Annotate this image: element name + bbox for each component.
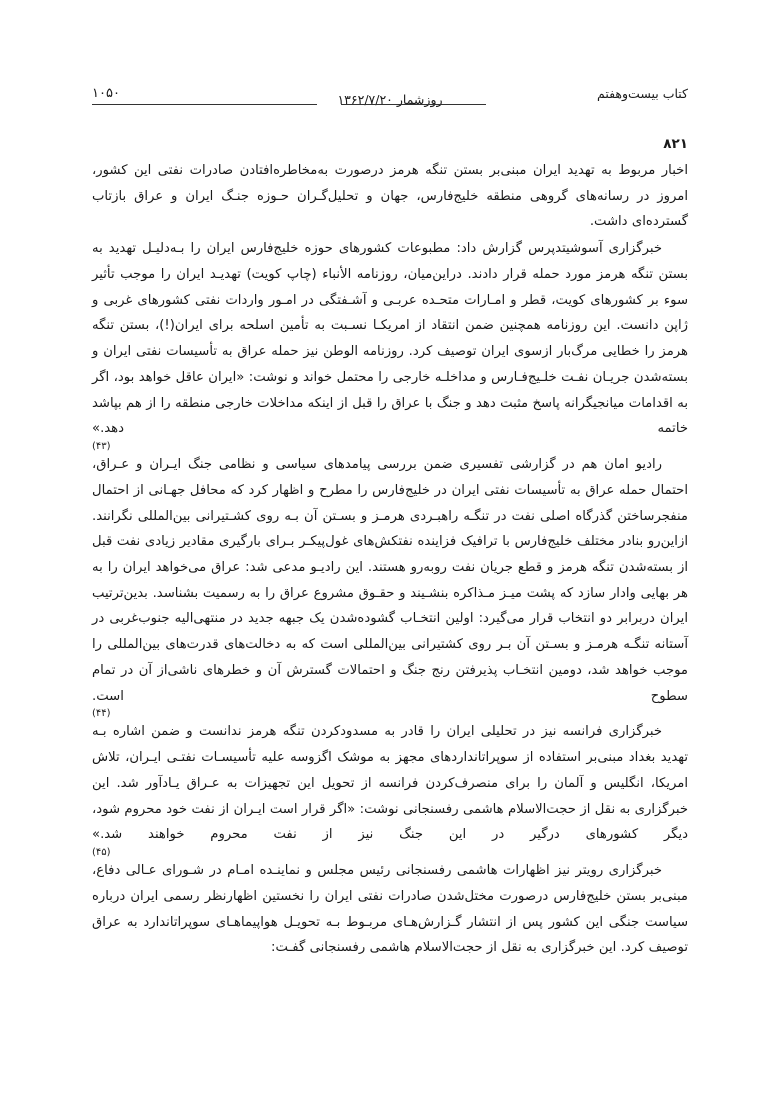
footnote-ref-45: (۴۵) bbox=[92, 847, 111, 859]
footnote-ref-44: (۴۴) bbox=[92, 708, 111, 720]
document-number: ۸۲۱ bbox=[663, 136, 688, 152]
paragraph-2: خبرگزاری آسوشیتدپرس گزارش داد: مطبوعات کشورهای حوزه خلیج‌فارس ایران را بـه‌دلیـل تهدید به بستن تنگه هرمز مورد حمله قرار دادند. دراین‌میان، روزنامه الأنباء (چاپ کویت) تهدیـد ایران را موجب تأثیر سوء بر کشورهای کویت، قطر و امـارات متحـده عربـی و آشـفتگی در امـور واردات نفتی کشورهای غربی و ژاپن دانست. این روزنامه همچنین ضمن انتقاد از امریکـا نسـبت به تأمین اسلحه برای ایران(!)، بستن تنگه هرمز را خطایی مرگ‌بار ازسوی ایران توصیف کرد. روزنامه الوطن نیز حمله عراق به تأسیسات نفتی ایران و بسته‌شدن جریـان نفـت خلـیج‌فـارس و مداخلـه خارجی را محتمل خواند و نوشت: «ایران عاقل خواهد بود، اگر به اقدامات میانجیگرانه پاسخ مثبت دهد و جنگ با عراق را قبل از اینکه مداخلات خارجی منطقه را از هم بپاشد خاتمه دهد.» bbox=[92, 241, 688, 437]
header-rule bbox=[92, 104, 688, 105]
paragraph-4: خبرگزاری فرانسه نیز در تحلیلی ایران را قادر به مسدودکردن تنگه هرمز ندانست و ضمن اشاره بـه تهدید بغداد مبنی‌بر استفاده از سوپراتانداردهای مجهز به موشک اگزوسه علیه تأسیسـات نفتـی ایـران، تلاش امریکا، انگلیس و آلمان را برای منصرف‌کردن فرانسه از تحویل این تجهیزات به عـراق یـادآور شد. این خبرگزاری به نقل از حجت‌الاسلام هاشمی رفسنجانی نوشت: «اگر قرار است ایـران از نفت خود محروم شود، دیگر کشورهای درگیر در این جنگ نیز از نفت محروم خواهند شد.» bbox=[92, 724, 688, 843]
header-rule-right-segment bbox=[341, 104, 486, 105]
header-rule-left-segment bbox=[92, 104, 317, 105]
paragraph-1: اخبار مربوط به تهدید ایران مبنی‌بر بستن تنگه هرمز درصورت به‌مخاطره‌افتادن صادرات نفتی این کشور، امروز در رسانه‌های گروهی منطقه خلیج‌فارس، جهان و تحلیل‌گـران حـوزه جنـگ ایران و عراق بازتاب گسترده‌ای داشت. bbox=[92, 163, 688, 230]
header-date-label: روزشمار ۱۳۶۲/۷/۲۰ bbox=[337, 92, 443, 107]
footnote-ref-43: (۴۳) bbox=[92, 441, 111, 453]
header-book-title: کتاب بیست‌وهفتم bbox=[597, 86, 688, 101]
header-page-number: ۱۰۵۰ bbox=[92, 86, 120, 101]
paragraph-3: رادیو امان هم در گزارشی تفسیری ضمن بررسی پیامدهای سیاسی و نظامی جنگ ایـران و عـراق، احتمال حمله عراق به تأسیسات نفتی ایران در خلیج‌فارس را مطرح و اظهار کرد که محافل جهـانی از احتمال منفجرساختن گذرگاه اصلی نفت در تنگـه راهبـردی هرمـز و بسـتن آن بـه روی کشـتیرانی بین‌المللی نگرانند. ازاین‌رو بنادر مختلف خلیج‌فارس با ترافیک فزاینده نفتکش‌های غول‌پیکـر بـرای بارگیری مقادیر زیادی نفت قبل از بسته‌شدن تنگه هرمز و قطع جریان نفت روبه‌رو هستند. این رادیـو مدعی شد: عراق می‌خواهد ایران را به هر بهایی وادار سازد که پشت میـز مـذاکره بنشـیند و حقـوق مشروع عراق را به رسمیت بشناسد. بدین‌ترتیب ایران دربرابر دو انتخاب قرار می‌گیرد: اولین انتخـاب گشوده‌شدن یک جبهه جدید در منتهی‌الیه جنوب‌غربی در آستانه تنگـه هرمـز و بسـتن آن بـر روی کشتیرانی بین‌المللی است که به دخالت‌های قدرت‌های بین‌المللی را موجب خواهد شد، دومین انتخـاب پذیرفتن رنج جنگ و احتمالات گسترش آن و خطرهای ناشی‌از آن در تمام سطوح است. bbox=[92, 457, 688, 704]
paragraph-5: خبرگزاری رویتر نیز اظهارات هاشمی رفسنجانی رئیس مجلس و نماینـده امـام در شـورای عـالی دفاع، مبنی‌بر بستن خلیج‌فارس درصورت مختل‌شدن صادرات نفتی ایران را نخستین اظهارنظر رسمی ایران درباره سیاست جنگی این کشور پس از انتشار گـزارش‌هـای مربـوط بـه تحویـل هواپیماهـای سوپراتاندارد به عراق توصیف کرد. این خبرگزاری به نقل از حجت‌الاسلام هاشمی رفسنجانی گفـت: bbox=[92, 863, 688, 956]
document-body bbox=[92, 136, 688, 962]
